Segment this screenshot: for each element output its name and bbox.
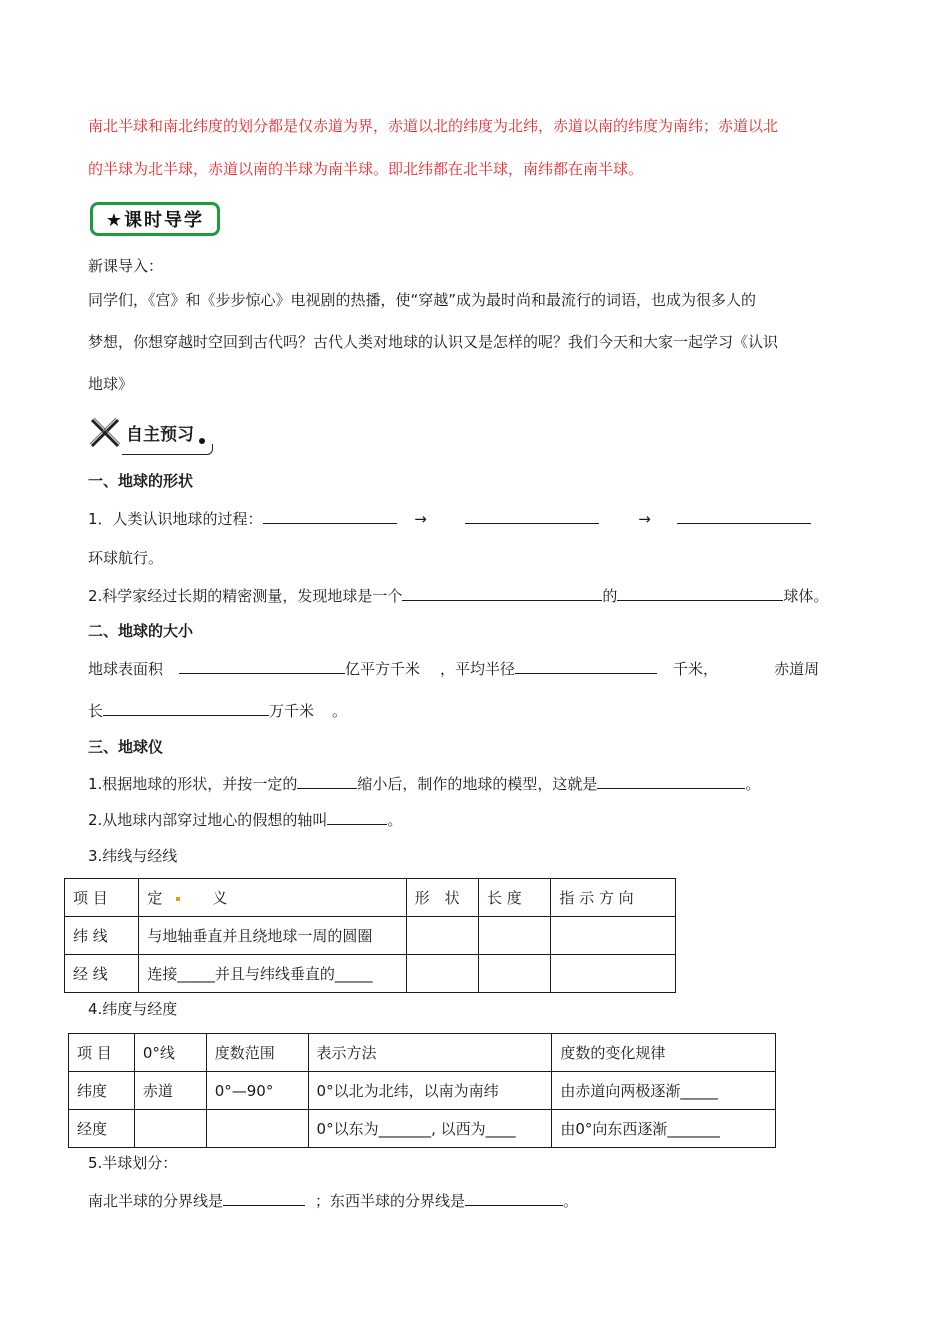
ns-boundary-label: 南北半球的分界线是 <box>88 1192 224 1210</box>
q2-suffix: 球体。 <box>783 587 829 605</box>
table-row <box>69 1072 776 1110</box>
table1-cell: 与地轴垂直并且绕地球一周的圆圈 <box>139 917 406 955</box>
lesson-intro-heading: 新课导入： <box>88 257 164 275</box>
section3-q5 <box>88 1189 578 1212</box>
lesson-guide-badge: ★课时导学 <box>90 202 220 236</box>
s3q1-blank-2[interactable] <box>597 772 745 789</box>
heading-underline <box>122 444 213 455</box>
arrow-2: → <box>638 510 651 528</box>
table2-header-row <box>69 1034 776 1072</box>
table2-cell: 纬度 <box>69 1072 135 1110</box>
table2-cell: 赤道 <box>134 1072 206 1110</box>
radius-blank[interactable] <box>515 657 657 674</box>
q5-end: 。 <box>563 1192 579 1210</box>
table2-header-notation: 表示方法 <box>308 1034 552 1072</box>
table1-blank-cell[interactable] <box>479 917 551 955</box>
s3q2-blank[interactable] <box>327 808 387 825</box>
table1-blank-cell[interactable] <box>406 917 478 955</box>
q2-mid: 的 <box>602 587 618 605</box>
table2-blank-cell[interactable] <box>206 1110 308 1148</box>
area-blank[interactable] <box>179 657 345 674</box>
intro-red-line-2: 的半球为北半球，赤道以南的半球为南半球。即北纬都在北半球，南纬都在南半球。 <box>88 160 644 178</box>
table1-header-length: 长 度 <box>479 879 551 917</box>
ew-boundary-blank[interactable] <box>465 1189 563 1206</box>
table2-header-pattern: 度数的变化规律 <box>552 1034 776 1072</box>
table1-header-shape: 形 状 <box>406 879 478 917</box>
latitude-longitude-degrees-table <box>68 1033 776 1148</box>
table1-header-row <box>65 879 676 917</box>
s3q1-end: 。 <box>745 775 761 793</box>
table1-header-item: 项 目 <box>65 879 139 917</box>
section3-q2 <box>88 808 402 831</box>
s3q2-end: 。 <box>387 811 403 829</box>
table1-header-direction: 指 示 方 向 <box>551 879 676 917</box>
table-row <box>65 917 676 955</box>
table2-blank-cell[interactable] <box>134 1110 206 1148</box>
ew-boundary-label: ；东西半球的分界线是 <box>315 1192 466 1210</box>
q1-prefix: 1．人类认识地球的过程： <box>88 510 263 528</box>
circumference-unit: 万千米 <box>269 702 315 720</box>
section1-q1-suffix: 环球航行。 <box>88 549 164 567</box>
q2-prefix: 2.科学家经过长期的精密测量，发现地球是一个 <box>88 587 403 605</box>
table1-blank-cell[interactable] <box>479 955 551 993</box>
s3q1-blank-1[interactable] <box>297 772 357 789</box>
section2-line-1 <box>88 657 819 680</box>
table-row <box>69 1110 776 1148</box>
q2-blank-2[interactable] <box>617 584 783 601</box>
arrow-1: → <box>414 510 427 528</box>
s3q2-prefix: 2.从地球内部穿过地心的假想的轴叫 <box>88 811 328 829</box>
area-unit: 亿平方千米 <box>345 660 421 678</box>
table2-cell: 由赤道向两极逐渐_____ <box>552 1072 776 1110</box>
section2-end: 。 <box>332 702 348 720</box>
table2-cell: 0°—90° <box>206 1072 308 1110</box>
table1-blank-cell[interactable] <box>551 955 676 993</box>
table1-blank-cell[interactable] <box>406 955 478 993</box>
table1-cell: 连接_____并且与纬线垂直的_____ <box>139 955 406 993</box>
latitude-longitude-lines-table <box>64 878 676 993</box>
circumference-blank[interactable] <box>103 699 269 716</box>
area-label: 地球表面积 <box>88 660 164 678</box>
crossed-pencils-icon <box>88 416 122 450</box>
lesson-intro-line-3: 地球》 <box>88 375 134 393</box>
s3q1-mid: 缩小后，制作的地球的模型，这就是 <box>357 775 598 793</box>
section3-q5-title: 5.半球划分： <box>88 1154 178 1172</box>
table-row <box>65 955 676 993</box>
section1-title: 一、地球的形状 <box>88 472 194 490</box>
section3-q4-title: 4.纬度与经度 <box>88 1000 178 1018</box>
q1-blank-2[interactable] <box>465 507 599 524</box>
table1-cell: 纬 线 <box>65 917 139 955</box>
circumference-label: 赤道周 <box>774 660 820 678</box>
table2-cell: 0°以北为北纬，以南为南纬 <box>308 1072 552 1110</box>
section3-q3-title: 3.纬线与经线 <box>88 847 178 865</box>
table1-cell: 经 线 <box>65 955 139 993</box>
circumference-label-cont: 长 <box>88 702 104 720</box>
table2-header-zero-line: 0°线 <box>134 1034 206 1072</box>
table2-cell: 经度 <box>69 1110 135 1148</box>
q1-blank-3[interactable] <box>677 507 811 524</box>
q2-blank-1[interactable] <box>402 584 602 601</box>
radius-unit: 千米， <box>673 660 719 678</box>
section1-q1 <box>88 507 811 530</box>
table1-header-definition: 定 义 <box>139 879 406 917</box>
section3-title: 三、地球仪 <box>88 738 164 756</box>
intro-red-line-1: 南北半球和南北纬度的划分都是仅赤道为界，赤道以北的纬度为北纬，赤道以南的纬度为南纬；赤道以北 <box>88 117 779 135</box>
self-preview-heading <box>88 416 228 450</box>
table1-blank-cell[interactable] <box>551 917 676 955</box>
q1-blank-1[interactable] <box>263 507 397 524</box>
heading-dot <box>199 438 205 444</box>
s3q1-prefix: 1.根据地球的形状，并按一定的 <box>88 775 298 793</box>
section3-q1 <box>88 772 760 795</box>
radius-label: ，平均半径 <box>440 660 516 678</box>
section2-title: 二、地球的大小 <box>88 622 194 640</box>
table2-cell: 由0°向东西逐渐_______ <box>552 1110 776 1148</box>
ns-boundary-blank[interactable] <box>223 1189 305 1206</box>
lesson-intro-line-1: 同学们，《宫》和《步步惊心》电视剧的热播，使“穿越”成为最时尚和最流行的词语，也成为很多人的 <box>88 291 757 309</box>
table2-header-item: 项 目 <box>69 1034 135 1072</box>
self-preview-label: 自主预习 <box>126 425 194 445</box>
table2-header-range: 度数范围 <box>206 1034 308 1072</box>
table2-cell: 0°以东为_______, 以西为____ <box>308 1110 552 1148</box>
section2-line-2 <box>88 699 347 722</box>
lesson-intro-line-2: 梦想，你想穿越时空回到古代吗？古代人类对地球的认识又是怎样的呢？我们今天和大家一起学习《认识 <box>88 333 779 351</box>
section1-q2 <box>88 584 828 607</box>
